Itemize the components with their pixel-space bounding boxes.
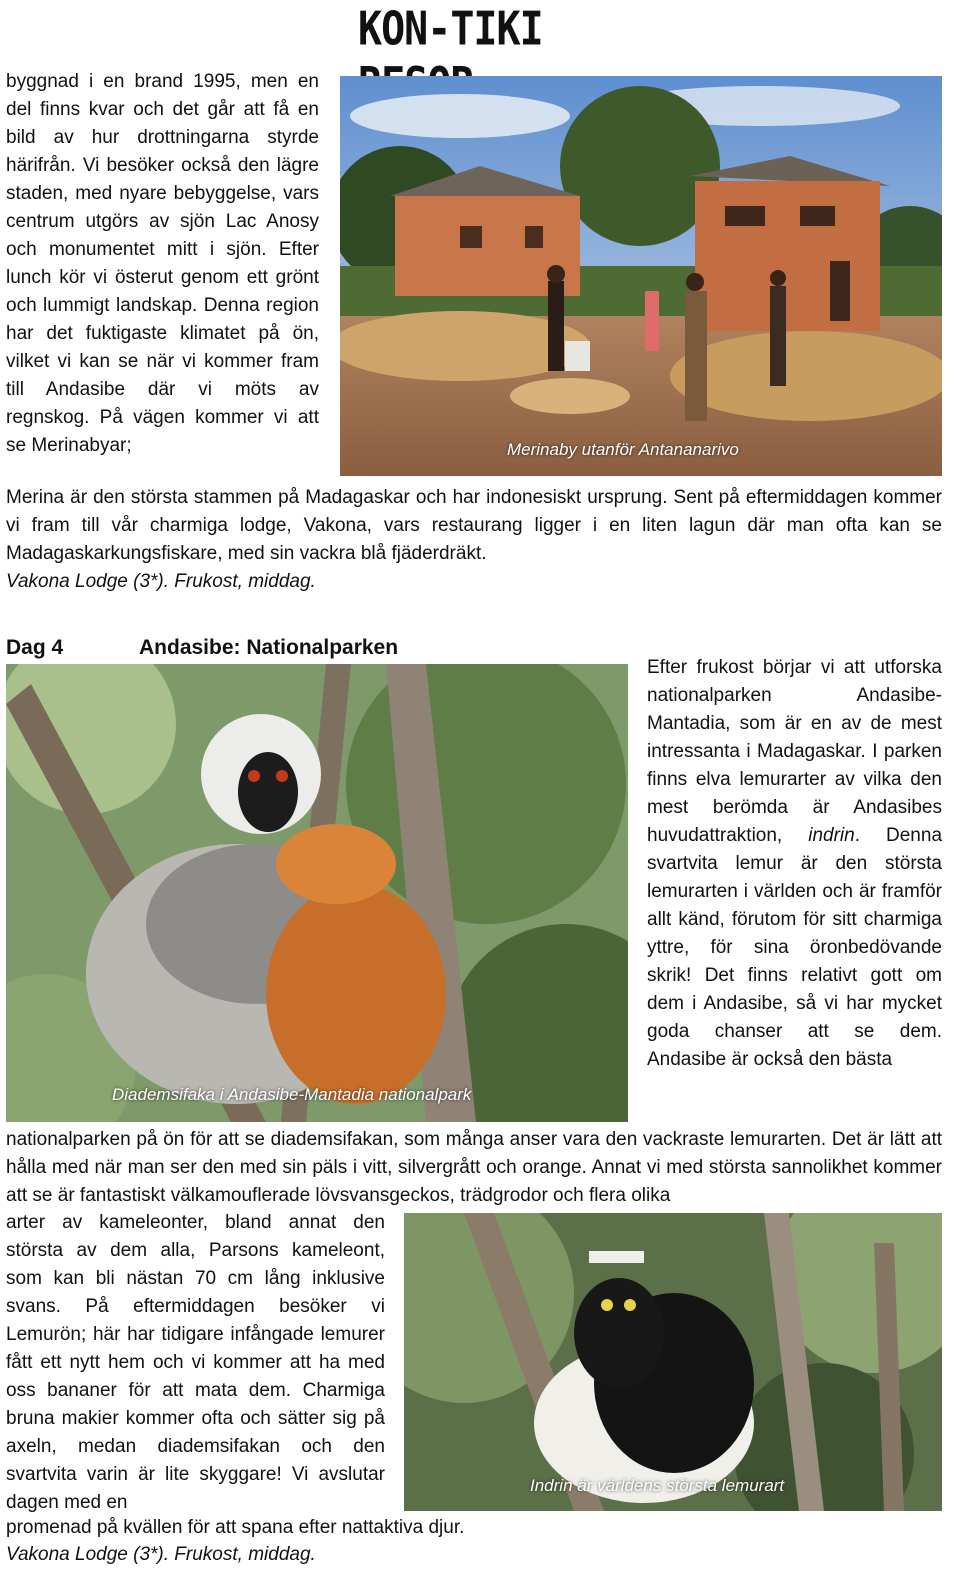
day4-accommodation: Vakona Lodge (3*). Frukost, middag. (6, 1544, 316, 1565)
section1-full-paragraph: Merina är den största stammen på Madagaskar och har indonesiskt ursprung. Sent på eftermiddagen kommer vi fram till vår charmiga lodge, Vakona, vars restaurang ligger i en liten lagun där man ofta kan se Madagaskarkungsfiskare, med sin vackra blå fjäderdräkt. (6, 487, 942, 564)
day4-right-italic: indrin (808, 825, 855, 846)
indri-photo-caption: Indrin är världens största lemurart (530, 1476, 785, 1495)
brand-logo: KON-TIKI (358, 3, 543, 57)
village-photo (340, 76, 942, 476)
section1-accommodation: Vakona Lodge (3*). Frukost, middag. (6, 571, 316, 592)
day4-right-text-b: . Denna svartvita lemur är den största lemurarten i världen och är framför allt känd, förutom för sitt charmiga yttre, för sina öronbedövande skrik! Det finns relativt gott om dem i Andasibe, så vi har mycket goda chanser att se dem. Andasibe är också den bästa (647, 825, 943, 1070)
day4-title: Andasibe: Nationalparken (139, 636, 399, 659)
day4-full-paragraph: nationalparken på ön för att se diademsifakan, som många anser vara den vackraste lemurarten. Det är lätt att hålla med när man ser den med sin päls i vitt, silvergrått och orange. Annat vi med största sannolikhet kommer att se är fantastiskt välkamouflerade lövsvansgeckos, trädgrodor och flera olika (6, 1129, 942, 1206)
sifaka-photo-caption: Diademsifaka i Andasibe-Mantadia nationalpark (112, 1085, 472, 1104)
day4-label: Dag 4 (6, 636, 64, 659)
village-photo-caption: Merinaby utanför Antananarivo (507, 440, 739, 459)
sifaka-photo (6, 664, 628, 1122)
day4-closing: promenad på kvällen för att spana efter nattaktiva djur. (6, 1517, 465, 1538)
indri-photo (404, 1213, 942, 1511)
day4-right-text-a: Efter frukost börjar vi att utforska nationalparken Andasibe-Mantadia, som är en av de mest intressanta i Madagaskar. I parken finns elva lemurarter av vilka den mest berömda är Andasibes huvudattraktion, (647, 657, 942, 846)
section1-left-paragraph: byggnad i en brand 1995, men en del finns kvar och det går att få en bild av hur drottningarna styrde härifrån. Vi besöker också den lägre staden, med nyare bebyggelse, vars centrum utgörs av sjön Lac Anosy och monumentet mitt i sjön. Efter lunch kör vi österut genom ett grönt och lummigt landskap. Denna region har det fuktigaste klimatet på ön, vilket vi kan se när vi kommer fram till Andasibe där vi möts av regnskog. På vägen kommer vi att se Merinabyar; (6, 71, 319, 456)
day4-left-paragraph: arter av kameleonter, bland annat den största av dem alla, Parsons kameleont, som kan bli nästan 70 cm lång inklusive svans. På eftermiddagen besöker vi Lemurön; här har tidigare infångade lemurer fått ett nytt hem och vi kommer att ha med oss bananer för att mata dem. Charmiga bruna makier kommer ofta och sätter sig på axeln, medan diademsifakan och den svartvita varin är lite skyggare! Vi avslutar dagen med en (6, 1212, 385, 1513)
day4-right-paragraph (647, 654, 942, 1074)
day4-heading (6, 634, 706, 662)
